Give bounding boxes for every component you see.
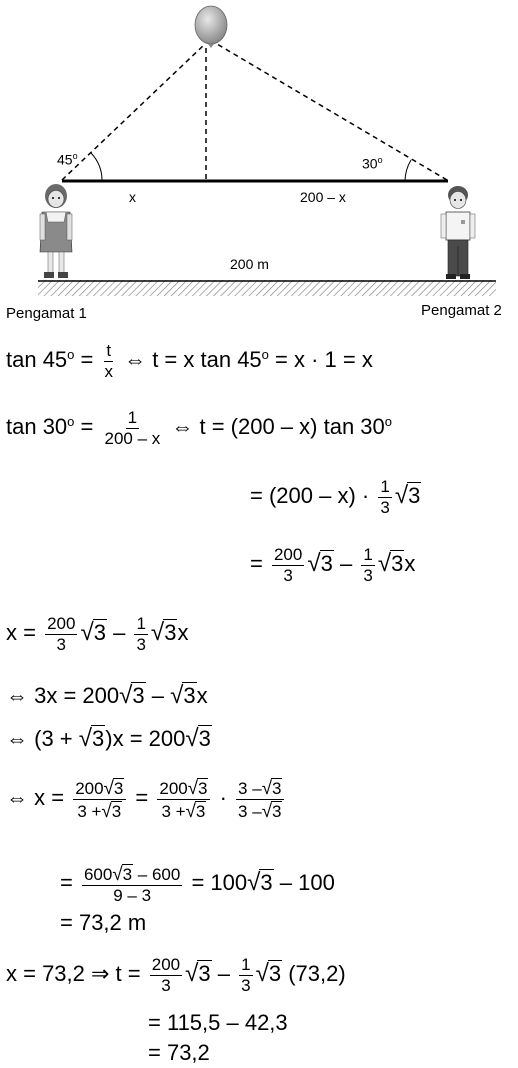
equation-line-7: ⇔ (3 + √3)x = 200√3: [6, 725, 211, 752]
observer-1-figure: [40, 184, 72, 278]
solution-steps: [0, 330, 518, 1068]
equation-line-5: x = $\frac{200}{3}$ √3 – $\frac{1}{3}$ √3x: [6, 614, 189, 654]
equation-line-11: x = 73,2 ⇒ t = $\frac{200}{3}$ √3 – $\frac{1}{3}$ √3 (73,2): [6, 955, 346, 995]
equation-line-13: = 73,2: [148, 1040, 210, 1065]
equation-line-2: $\tan 30^o$ = $\frac{1}{200 - x}$ ⇔ t = (200 – x) tan 30$^o$: [6, 408, 392, 448]
angle-label-30: 30$^o$: [362, 155, 383, 172]
sight-line-left: [62, 44, 205, 180]
equation-line-9: = $\frac{600√3 - 600}{9 - 3}$ = 100√3 – 100: [60, 863, 335, 905]
distance-label-200m: 200 m: [230, 256, 269, 272]
balloon-figure: [0, 0, 518, 330]
angle-arc-right: [405, 160, 411, 181]
segment-label-200-x: 200 – x: [300, 189, 346, 205]
equation-line-3: = (200 – x) · $\frac{1}{3}$ √3: [250, 477, 421, 517]
observer-1-label: Pengamat 1: [6, 305, 87, 322]
equation-line-4: = $\frac{200}{3}$ √3 – $\frac{1}{3}$ √3x: [250, 545, 416, 585]
segment-label-x: x: [129, 189, 136, 205]
equation-line-10: = 73,2 m: [60, 910, 147, 935]
balloon-icon: [195, 6, 227, 48]
balloon-diagram: [0, 0, 518, 330]
observer-2-label: Pengamat 2: [421, 302, 502, 319]
observer-2-figure: [441, 186, 475, 279]
angle-arc-left: [91, 153, 102, 181]
equation-line-1: $\tan 45^o$ = $\frac{t}{x}$ ⇔ t = x $\tan 45^o = x \cdot 1 = x$: [6, 341, 373, 381]
ground: [38, 280, 496, 296]
equation-line-8: ⇔ x = $\frac{200√3}{3 +√3}$ = $\frac{200√3}{3 +√3}$ · $\frac{3 -√3}{3 -√3}$: [6, 778, 287, 821]
angle-label-45: 45$^o$: [57, 151, 78, 168]
equation-line-12: = 115,5 – 42,3: [148, 1010, 288, 1035]
equation-line-6: ⇔ 3x = 200√3 – √3x: [6, 682, 208, 709]
sight-line-right: [217, 44, 447, 180]
